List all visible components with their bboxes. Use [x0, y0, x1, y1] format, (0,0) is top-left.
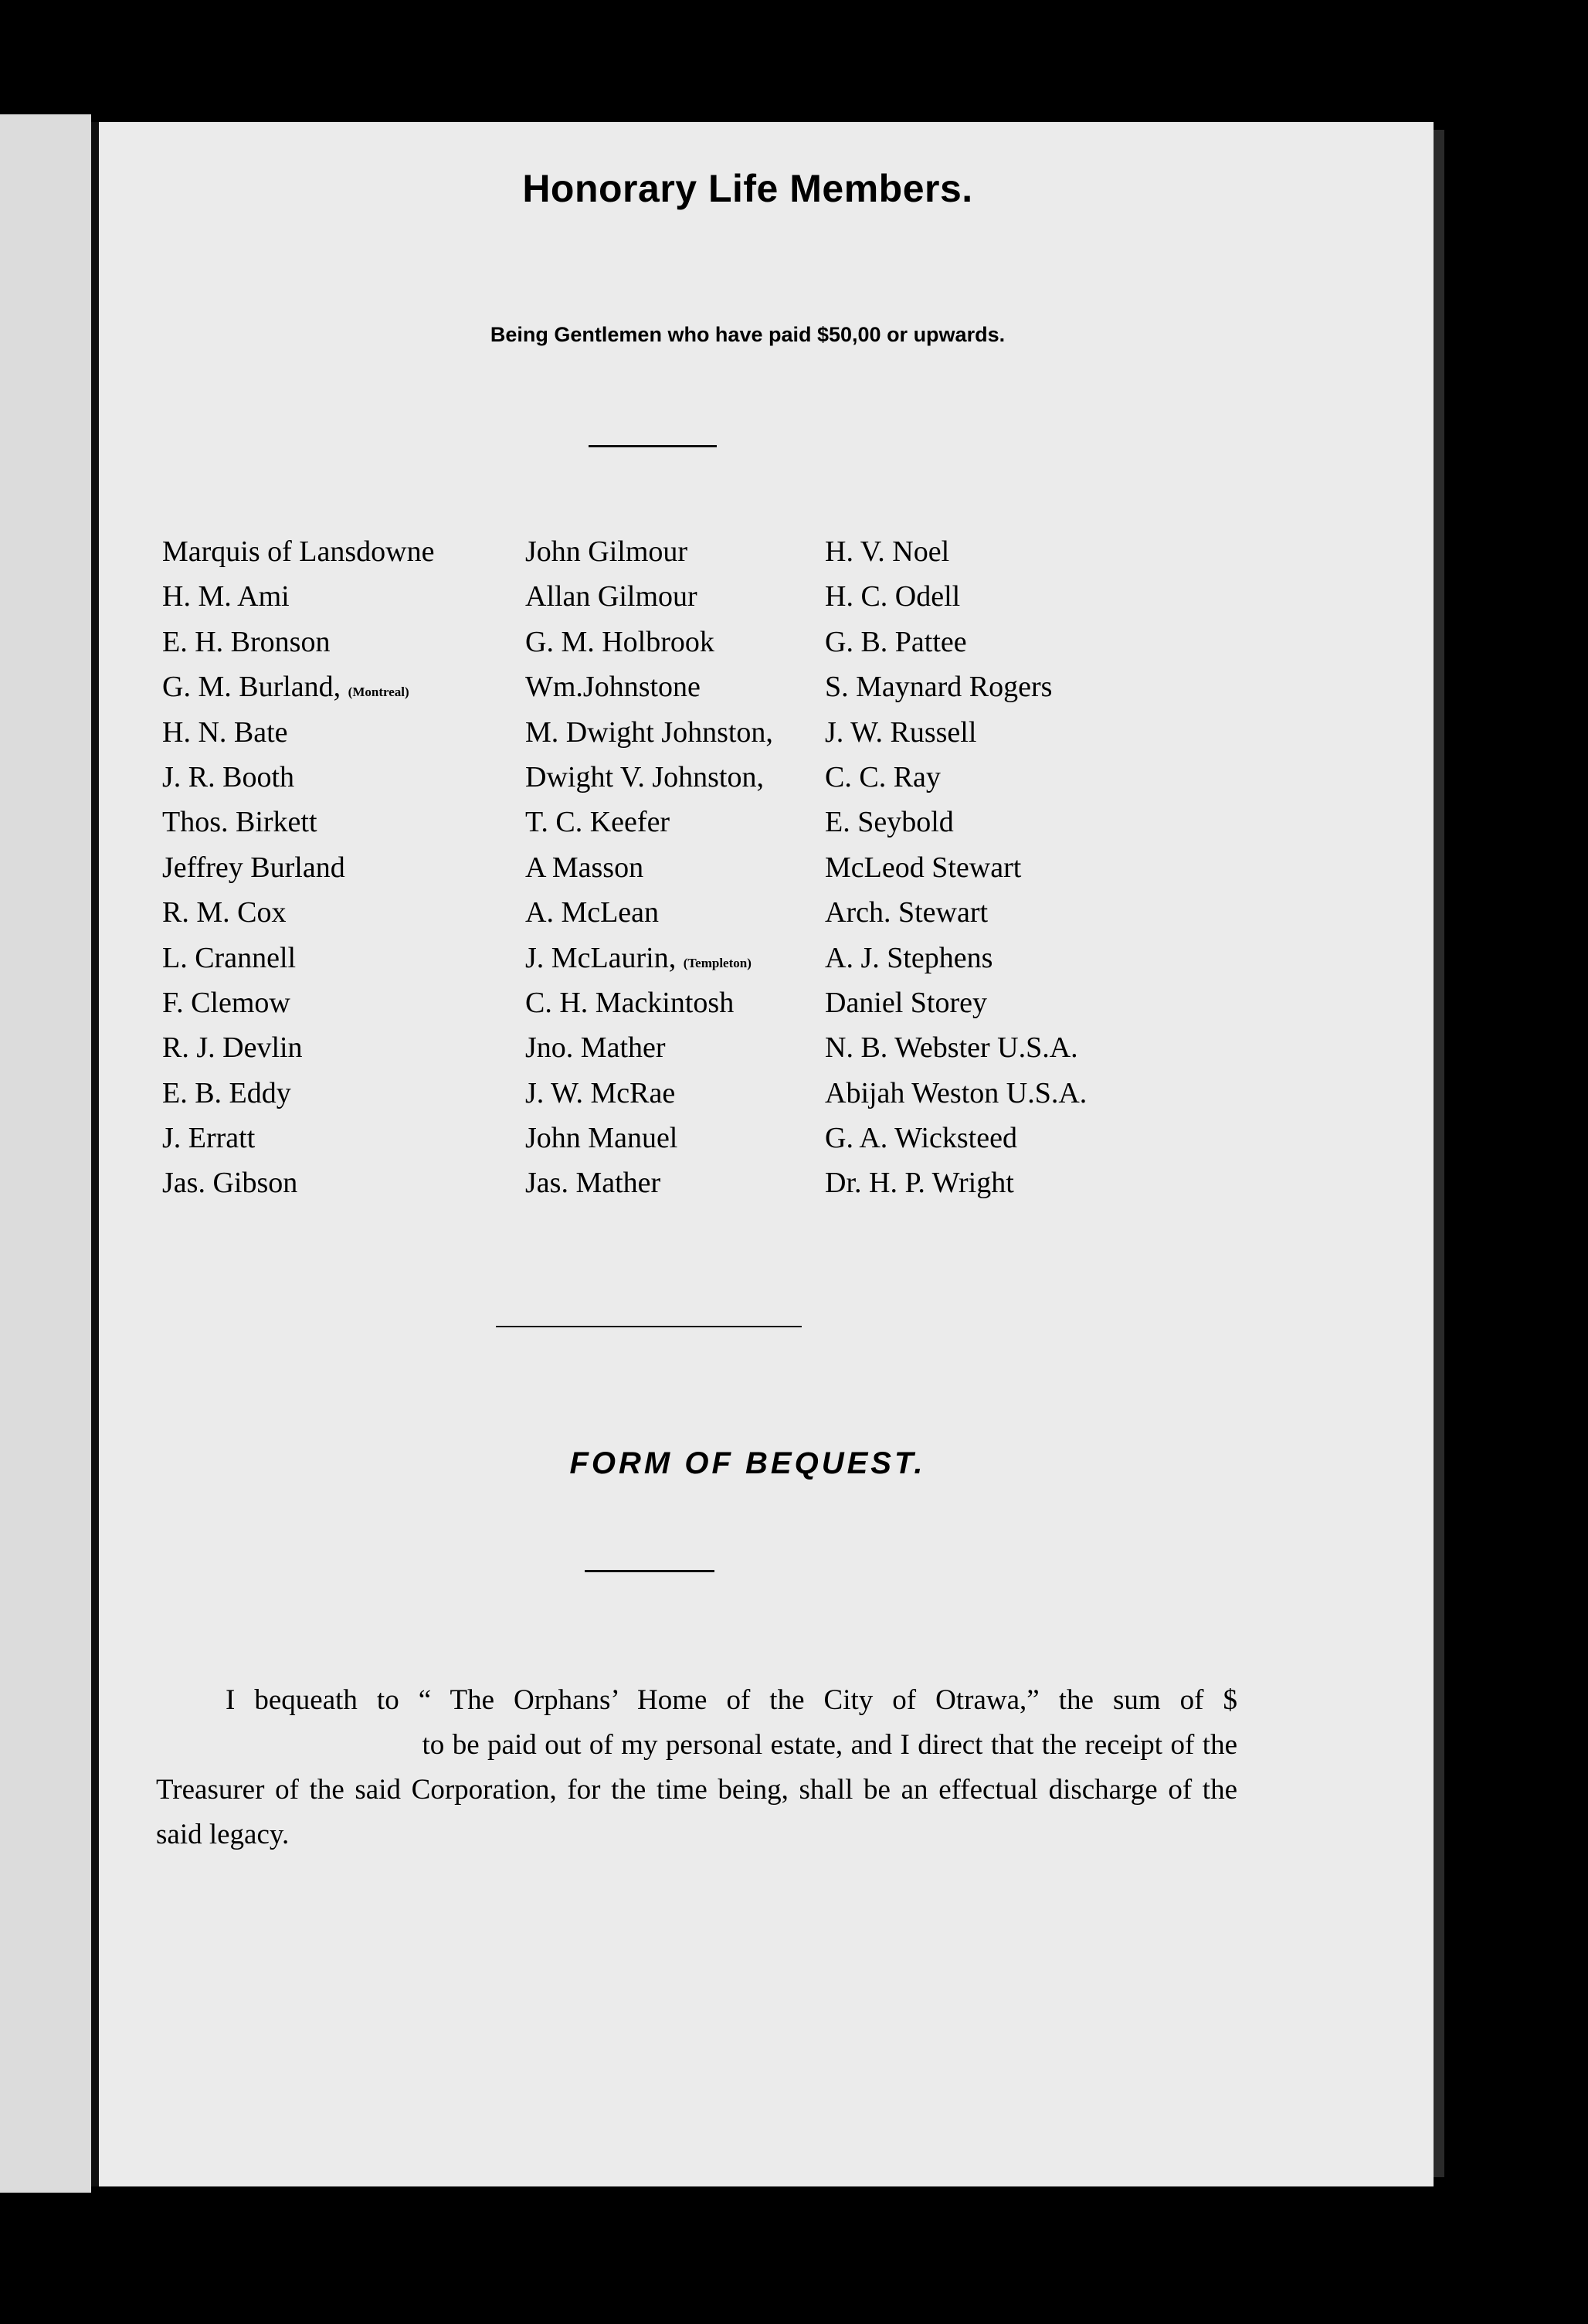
member-name — [162, 664, 434, 709]
member-name — [825, 800, 1087, 844]
member-name — [525, 755, 773, 800]
member-name-text: G. A. Wicksteed — [825, 1122, 1017, 1155]
member-name-text: J. McLaurin, — [525, 941, 677, 974]
member-name — [825, 1160, 1087, 1205]
member-name — [525, 1071, 773, 1116]
member-name-text: John Manuel — [525, 1122, 678, 1155]
member-name — [525, 1160, 773, 1205]
member-name-text: Arch. Stewart — [825, 896, 989, 929]
member-name — [825, 574, 1087, 619]
member-name-text: A. J. Stephens — [825, 941, 993, 974]
member-name — [525, 664, 773, 709]
member-name-text: R. M. Cox — [162, 896, 287, 929]
member-name-text: C. C. Ray — [825, 760, 941, 793]
member-name-text: H. C. Odell — [825, 580, 961, 613]
member-name-text: Daniel Storey — [825, 986, 988, 1019]
member-name — [162, 1116, 434, 1160]
member-name — [825, 755, 1087, 800]
member-name-text: J. W. McRae — [525, 1076, 676, 1109]
member-name-text: T. C. Keefer — [525, 806, 670, 839]
member-name — [525, 620, 773, 664]
member-name — [162, 845, 434, 890]
member-name — [825, 664, 1087, 709]
member-name-text: N. B. Webster U.S.A. — [825, 1031, 1078, 1065]
member-name-text: Jeffrey Burland — [162, 851, 345, 884]
member-name — [525, 1116, 773, 1160]
member-name — [825, 710, 1087, 755]
member-name — [825, 1116, 1087, 1160]
member-name — [825, 980, 1087, 1025]
facing-page-edge — [0, 114, 91, 2193]
member-name — [525, 845, 773, 890]
member-name-text: C. H. Mackintosh — [525, 986, 735, 1019]
member-name — [162, 890, 434, 935]
page-edge-shadow — [1434, 130, 1444, 2177]
member-name — [825, 936, 1087, 980]
member-name-text: Jas. Gibson — [162, 1167, 298, 1200]
member-name — [525, 936, 773, 980]
bequest-heading: FORM OF BEQUEST. — [569, 1446, 926, 1480]
member-name-text: Dr. H. P. Wright — [825, 1167, 1014, 1200]
member-name-text: Marquis of Lansdowne — [162, 535, 435, 568]
members-column-3 — [825, 529, 1087, 1206]
member-name — [825, 620, 1087, 664]
member-name-text: J. R. Booth — [162, 760, 295, 793]
member-name — [525, 710, 773, 755]
member-name — [525, 1025, 773, 1070]
member-name — [162, 710, 434, 755]
divider-rule — [589, 445, 717, 447]
member-name — [162, 755, 434, 800]
member-name-text: L. Crannell — [162, 941, 297, 974]
member-name-text: Jas. Mather — [525, 1167, 661, 1200]
member-name — [162, 529, 434, 574]
member-name — [825, 845, 1087, 890]
member-name-text: G. B. Pattee — [825, 625, 967, 658]
member-name — [525, 890, 773, 935]
member-name-text: S. Maynard Rogers — [825, 671, 1053, 704]
member-name — [525, 980, 773, 1025]
member-name — [162, 574, 434, 619]
member-name — [162, 1025, 434, 1070]
member-name-text: G. M. Burland, — [162, 671, 341, 704]
member-name-text: H. N. Bate — [162, 715, 288, 749]
member-name — [162, 936, 434, 980]
members-column-1 — [162, 529, 434, 1206]
member-name — [162, 1071, 434, 1116]
binding-fold — [91, 122, 99, 2186]
divider-rule — [585, 1570, 714, 1572]
member-name — [162, 1160, 434, 1205]
member-location-note: (Templeton) — [683, 955, 752, 970]
member-name — [525, 800, 773, 844]
member-name — [525, 574, 773, 619]
member-name-text: Abijah Weston U.S.A. — [825, 1076, 1088, 1109]
member-name-text: E. Seybold — [825, 806, 954, 839]
member-name — [162, 800, 434, 844]
member-name — [825, 529, 1087, 574]
member-name — [162, 980, 434, 1025]
member-name-text: McLeod Stewart — [825, 851, 1022, 884]
member-name — [825, 890, 1087, 935]
member-name-text: Thos. Birkett — [162, 806, 317, 839]
member-name-text: John Gilmour — [525, 535, 688, 568]
member-name-text: A Masson — [525, 851, 644, 884]
member-name — [825, 1071, 1087, 1116]
member-name — [525, 529, 773, 574]
member-name-text: Jno. Mather — [525, 1031, 666, 1065]
member-name-text: Wm.Johnstone — [525, 671, 701, 704]
member-name-text: E. B. Eddy — [162, 1076, 291, 1109]
member-name-text: Dwight V. Johnston, — [525, 760, 764, 793]
member-name-text: J. W. Russell — [825, 715, 977, 749]
members-column-2 — [525, 529, 773, 1206]
member-name-text: G. M. Holbrook — [525, 625, 714, 658]
member-name-text: J. Erratt — [162, 1122, 256, 1155]
page-title: Honorary Life Members. — [522, 167, 973, 210]
member-name-text: M. Dwight Johnston, — [525, 715, 773, 749]
member-name-text: H. V. Noel — [825, 535, 950, 568]
member-name-text: Allan Gilmour — [525, 580, 697, 613]
page-subtitle: Being Gentlemen who have paid $50,00 or upwards. — [490, 323, 1006, 346]
member-name — [825, 1025, 1087, 1070]
divider-rule — [496, 1326, 802, 1327]
member-name-text: H. M. Ami — [162, 580, 290, 613]
member-name-text: E. H. Bronson — [162, 625, 331, 658]
member-name-text: F. Clemow — [162, 986, 290, 1019]
member-location-note: (Montreal) — [348, 685, 409, 700]
bequest-paragraph: I bequeath to “ The Orphans’ Home of the City of Otrawa,” the sum of $ to be paid out of my personal estate, and I direct that the receipt of the Treasurer of the said Corporation, for the time being, shall be an effectual discharge of the said legacy. — [156, 1684, 1237, 1850]
member-name-text: A. McLean — [525, 896, 660, 929]
member-name-text: R. J. Devlin — [162, 1031, 303, 1065]
member-name — [162, 620, 434, 664]
